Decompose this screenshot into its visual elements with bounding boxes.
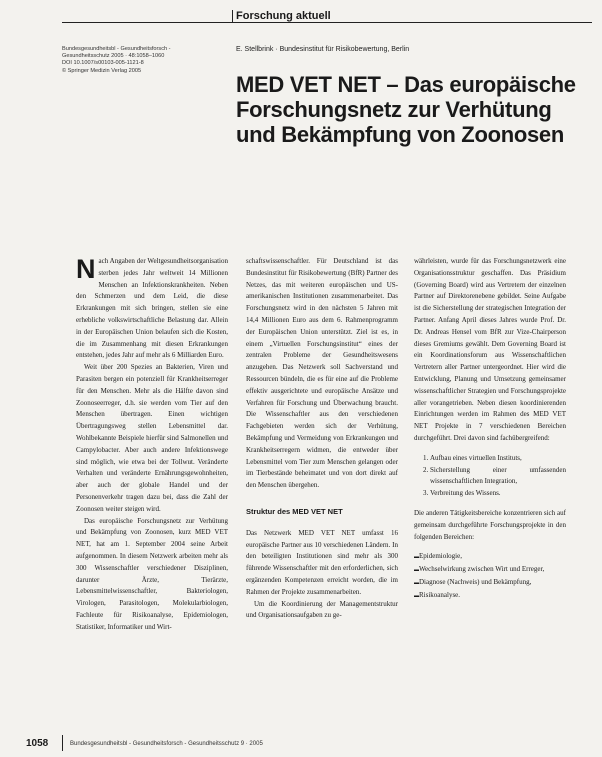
meta-line: Bundesgesundheitsbl - Gesundheitsforsch - xyxy=(62,46,171,52)
paragraph: schaftswissenschaftler. Für Deutschland ist das Bundesinstitut für Risikobewertung (BfR) Partner des Netzes, das mit weiteren europäischen und US-amerikanischen Institutionen zusammenarbeitet. Das Forschungsnetz wird in den nächsten 5 Jahren mit 14,4 Millionen Euro aus dem 6. Rahmenprogramm der Europäischen Union unterstützt. Ziel ist es, in einem „Virtuellen Forschungsinstitut“ eines der zentralen Probleme der Gesundheitswesens anzugehen. Das Netzwerk soll Sachverstand und Ressourcen bündeln, die es für eine auf die Probleme effektiv ausgerichtete und europäische Ansätze und Verfahren für Forschung und Überwachung braucht. Die Wissenschaftler aus den verschiedenen Fachgebieten werden sich der Verhütung, Bekämpfung und Vermeidung von Erkrankungen und Krankheitserregern widmen, die entweder über Lebensmittel vom Tier zum Menschen gelangen oder im Tierbestände beheimatet und von dort direkt auf den Menschen übergehen. xyxy=(246,257,398,490)
meta-line: Gesundheitsschutz 2005 · 48:1058–1060 xyxy=(62,53,165,60)
section-title: Forschung aktuell xyxy=(236,10,331,22)
text-column-2 xyxy=(246,256,398,622)
paragraph xyxy=(76,256,228,362)
list-item: ▬ Risikoanalyse. xyxy=(424,590,566,603)
list-item: 1. Aufbau eines virtuellen Instituts, xyxy=(430,453,566,465)
paragraph-text: ach Angaben der Weltgesundheitsorganisation sterben jedes Jahr weltweit 14 Millionen Menschen an Infektionskrankheiten. Neben den Schmerzen und dem Leid, die diese Erkrankungen mit sich bringen, stellen sie eine erhebliche volkswirtschaftliche Belastung dar. Allein in der Europäischen Union belaufen sich die Kosten, die im Zusammenhang mit diesen Erkrankungen entstehen, jedes Jahr auf mehr als 6 Milliarden Euro. xyxy=(76,257,228,360)
meta-line: DOI 10.1007/s00103-005-1121-8 xyxy=(62,60,144,67)
author-line: E. Stellbrink · Bundesinstitut für Risikobewertung, Berlin xyxy=(236,46,410,53)
list-item: ▬ Diagnose (Nachweis) und Bekämpfung, xyxy=(424,577,566,590)
publication-meta xyxy=(62,46,222,75)
drop-cap: N xyxy=(76,254,96,284)
section-heading: Struktur des MED VET NET xyxy=(246,506,343,516)
page-number: 1058 xyxy=(26,738,49,749)
bullet-list xyxy=(414,551,566,602)
paragraph: währleisten, wurde für das Forschungsnetzwerk eine Organisationsstruktur geschaffen. Das Präsidium (Governing Board) wird aus Vertretern der einzelnen Partner auf Direktorenebene gebildet. Seine Aufgabe ist die Sicherstellung der strategischen Integration der Partner. Anfang April dieses Jahres wurde Prof. Dr. Dr. Andreas Hensel vom BfR zur Vize-Chairperson dieses Gremiums gewählt. Dem Governing Board ist ein Koordinationsforum aus Wissenschaftlichen Vertretern aller Partner untergeordnet. Hier wird die Entwicklung, Planung und Umsetzung gemeinsamer wissenschaftlicher Strategien und Forschungsprojekte aller vorangetrieben. Neben diesen koordinierenden Einrichtungen werden im Rahmen des MED VET NET Projekte in 7 verschiedenen Bereichen durchgeführt. Drei davon sind fachübergreifend: xyxy=(414,257,566,442)
paragraph: Das Netzwerk MED VET NET umfasst 16 europäische Partner aus 10 verschiedenen Ländern. In den beteiligten Institutionen sind mehr als 300 führende Wissenschaftler mit den erforderlichen, sich ergänzenden Kompetenzen erreicht worden, die im Rahmen der Projekte zusammenarbeiten. xyxy=(246,528,398,596)
list-item: 3. Verbreitung des Wissens. xyxy=(430,488,566,500)
paragraph: Die anderen Tätigkeitsbereiche konzentrieren sich auf gemeinsam durchgeführte Forschungsprojekte in den folgenden Bereichen: xyxy=(414,508,566,541)
paragraph: Weit über 200 Spezies an Bakterien, Viren und Parasiten bergen ein potenziell für Krankheitserreger für den Menschen. Mehr als die Hälfte davon sind Zoonoseerreger, d.h. sie werden vom Tier auf den Menschen übertragen. Einen wichtigen Übertragungsweg stellen Lebensmittel dar. Wohlbekannte Beispiele hierfür sind Salmonellen und Campylobacter. Aber auch andere Infektionswege sind möglich, wie etwa bei der Tollwut. Veränderte Verhalten und veränderte Ernährungsgewohnheiten, aber auch der globale Handel und der Personenverkehr tragen dazu bei, dass die Zahl der Zoonosen weiter steigen wird. xyxy=(76,363,228,513)
journal-footer: Bundesgesundheitsbl - Gesundheitsforsch - Gesundheitsschutz 9 · 2005 xyxy=(70,741,263,747)
numbered-list xyxy=(414,453,566,500)
paragraph: Um die Koordinierung der Managementstruktur und Organisationsaufgaben zu ge- xyxy=(246,599,398,620)
header-rule xyxy=(62,22,592,23)
list-item: ▬ Epidemiologie, xyxy=(424,551,566,564)
text-column-1 xyxy=(76,256,228,634)
article-title: MED VET NET – Das europäische Forschungsnetz zur Verhütung und Bekämpfung von Zoonosen xyxy=(236,72,576,147)
paragraph: Das europäische Forschungsnetz zur Verhütung und Bekämpfung von Zoonosen, kurz MED VET NET, hat am 1. September 2004 seine Arbeit aufgenommen. In diesem Netzwerk arbeiten mehr als 300 Wissenschaftler verschiedener Disziplinen, darunter Ärzte, Tierärzte, Lebensmittelwissenschaftler, Bakteriologen, Virologen, Parasitologen, Molekularbiologen, Fachleute für Risikoanalyse, Epidemiologen, Statistiker, Informatiker und Wirt- xyxy=(76,516,228,631)
list-item: ▬ Wechselwirkung zwischen Wirt und Erreger, xyxy=(424,564,566,577)
meta-line: © Springer Medizin Verlag 2005 xyxy=(62,67,142,74)
footer-divider xyxy=(62,735,63,751)
list-item: 2. Sicherstellung einer umfassenden wissenschaftlichen Integration, xyxy=(430,465,566,489)
text-column-3 xyxy=(414,256,566,611)
